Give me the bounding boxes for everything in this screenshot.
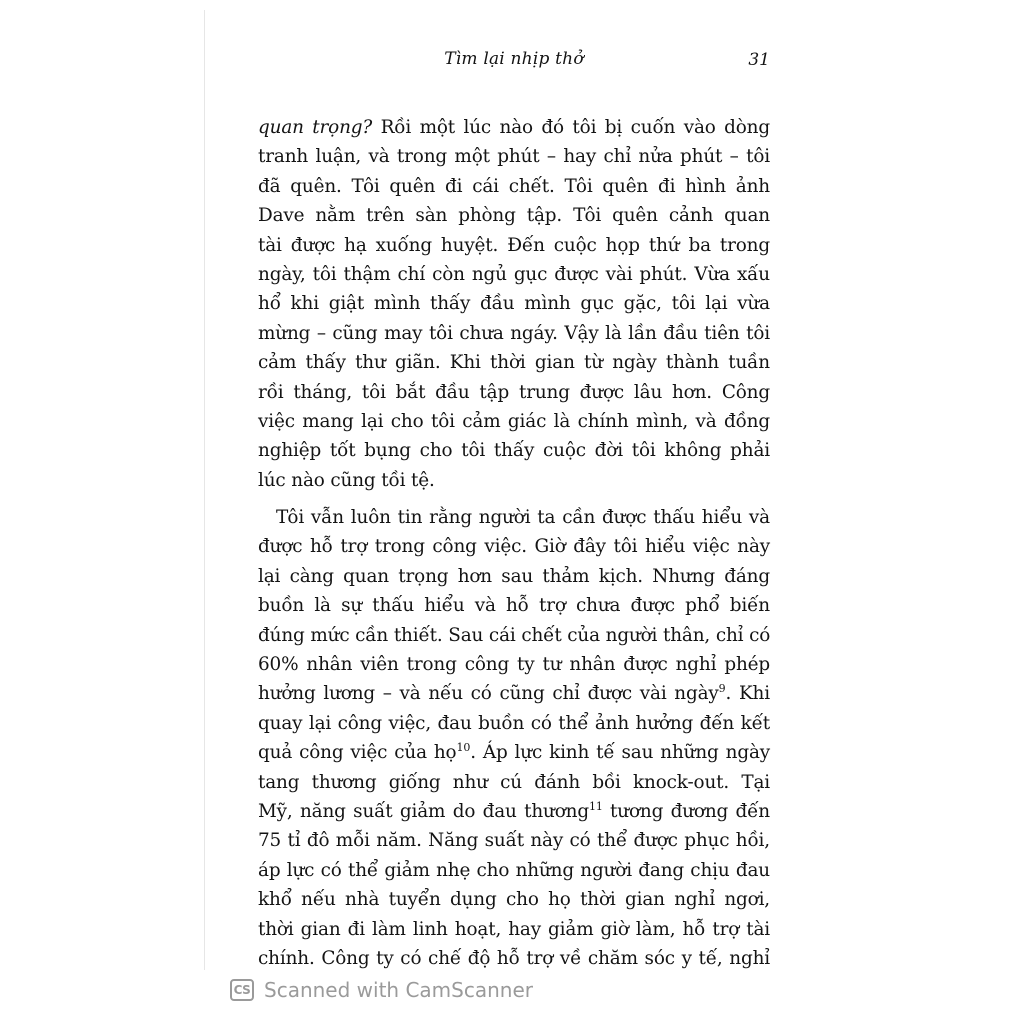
text-fragment: Rồi một lúc nào đó tôi bị cuốn vào dòng [372,117,770,138]
text-line: tang thương giống như cú đánh bồi knock-out. Tại [258,771,770,793]
text-line: buồn là sự thấu hiểu và hỗ trợ chưa được phổ biến [258,595,770,617]
watermark-text: Scanned with CamScanner [264,978,533,1002]
text-line: đã quên. Tôi quên đi cái chết. Tôi quên đi hình ảnh [258,175,770,197]
text-line: tài được hạ xuống huyệt. Đến cuộc họp thứ ba trong [258,234,770,256]
text-line: áp lực có thể giảm nhẹ cho những người đang chịu đau [258,859,770,881]
page-edge-divider [204,10,205,970]
text-line: tranh luận, và trong một phút – hay chỉ nửa phút – tôi [258,146,770,168]
text-line [258,679,770,708]
text-line: quay lại công việc, đau buồn có thể ảnh hưởng đến kết [258,712,770,734]
text-line: 75 tỉ đô mỗi năm. Năng suất này có thể được phục hồi, [258,830,770,852]
text-line: ngày, tôi thậm chí còn ngủ gục được vài phút. Vừa xấu [258,263,770,285]
running-title: Tìm lại nhịp thở [444,49,584,69]
text-line [258,797,770,826]
italic-phrase: quan trọng? [258,117,373,138]
text-line: rồi tháng, tôi bắt đầu tập trung được lâu hơn. Công [258,381,770,403]
text-line: việc mang lại cho tôi cảm giác là chính mình, và đồng [258,410,770,432]
text-line: đúng mức cần thiết. Sau cái chết của người thân, chỉ có [258,624,771,646]
footnote-marker: 11 [588,799,603,813]
body-text [258,113,770,973]
text-line: Tôi vẫn luôn tin rằng người ta cần được thấu hiểu và [276,507,770,529]
text-line [258,113,770,142]
text-line: lúc nào cũng tồi tệ. [258,469,435,491]
text-fragment: Mỹ, năng suất giảm do đau thương [258,800,589,822]
text-line: mừng – cũng may tôi chưa ngáy. Vậy là lần đầu tiên tôi [258,322,770,344]
text-line: được hỗ trợ trong công việc. Giờ đây tôi hiểu việc này [258,536,770,558]
text-fragment: tương đương đến [602,800,770,822]
footnote-marker: 10 [456,741,471,755]
text-fragment: hưởng lương – và nếu có cũng chỉ được vài ngày [258,683,719,705]
text-fragment: quả công việc của họ [258,742,457,764]
paragraph-gap [258,495,770,503]
text-line: nghiệp tốt bụng cho tôi thấy cuộc đời tôi không phải [258,440,770,462]
text-line [258,738,770,767]
camscanner-logo-icon: CS [230,979,254,1001]
text-fragment: . Áp lực kinh tế sau những ngày [470,742,771,764]
text-line: hổ khi giật mình thấy đầu mình gục gặc, tôi lại vừa [258,293,770,315]
text-line: Dave nằm trên sàn phòng tập. Tôi quên cảnh quan [258,205,770,227]
running-header [258,49,770,73]
footnote-marker: 9 [718,682,726,696]
text-line: thời gian đi làm linh hoạt, hay giảm giờ làm, hỗ trợ tài [258,918,770,940]
camscanner-watermark [230,976,533,1004]
text-line: khổ nếu nhà tuyển dụng cho họ thời gian nghỉ ngơi, [258,889,770,911]
text-line: cảm thấy thư giãn. Khi thời gian từ ngày thành tuần [258,352,770,374]
page-number: 31 [748,50,770,70]
text-line: lại càng quan trọng hơn sau thảm kịch. Nhưng đáng [258,565,770,587]
text-line: 60% nhân viên trong công ty tư nhân được nghỉ phép [258,654,770,676]
text-line: chính. Công ty có chế độ hỗ trợ về chăm sóc y tế, nghỉ [258,947,770,969]
text-fragment: . Khi [725,683,770,705]
